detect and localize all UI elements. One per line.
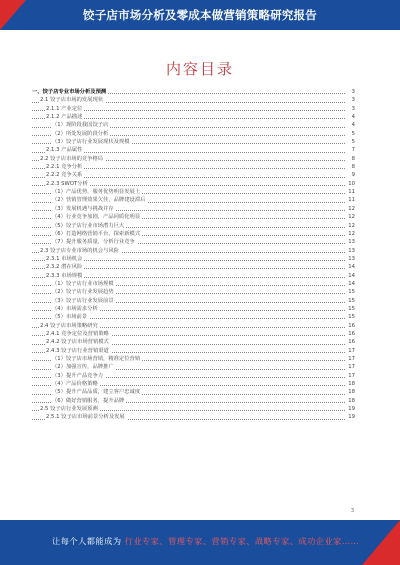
toc-entry-page: 3: [345, 88, 355, 96]
toc-entry-page: 15: [345, 297, 355, 305]
toc-entry[interactable]: [32, 305, 355, 313]
toc-entry-page: 10: [345, 180, 355, 188]
toc-entry-label: 2.1 饺子店市场的发展现状: [40, 97, 104, 104]
toc-entry[interactable]: [32, 347, 355, 355]
toc-entry-label: 2.1.1 产业定位: [46, 105, 83, 112]
footer-bar: [0, 520, 400, 565]
toc-entry-page: 11: [345, 188, 355, 196]
toc-entry[interactable]: [32, 121, 355, 129]
toc-entry-label: 一、饺子店专业市场分析及预测: [32, 89, 107, 95]
toc-entry[interactable]: [32, 255, 355, 263]
toc-entry-label: 2.3 饺子店专业市场的机会与风险: [40, 247, 119, 254]
toc-entry[interactable]: [32, 372, 355, 380]
toc-entry-page: 17: [345, 347, 355, 355]
toc-entry-page: 19: [345, 413, 355, 421]
toc-entry[interactable]: [32, 230, 355, 238]
toc-entry-label: 2.3.2 潜在风险: [46, 264, 83, 271]
toc-entry-label: 2.4 饺子店市场策略研究: [40, 322, 98, 329]
toc-entry-page: 18: [345, 388, 355, 396]
toc-entry-label: （4）产品价格策略: [52, 381, 98, 388]
toc-entry-page: 12: [345, 213, 355, 221]
toc-entry-page: 8: [345, 163, 355, 171]
toc-entry-page: 13: [345, 255, 355, 263]
toc-entry[interactable]: [32, 355, 355, 363]
toc-entry[interactable]: [32, 272, 355, 280]
toc-entry[interactable]: [32, 105, 355, 113]
toc-entry[interactable]: [32, 313, 355, 321]
toc-entry-page: 5: [345, 138, 355, 146]
toc-entry-label: 2.4.1 竞争定位及营销策略: [46, 330, 109, 337]
toc-entry-page: 16: [345, 322, 355, 330]
toc-entry-page: 17: [345, 372, 355, 380]
toc-entry[interactable]: [32, 297, 355, 305]
toc-entry-label: 2.1.2 产品描述: [46, 114, 83, 121]
toc-entry-label: 2.4.3 饺子店行业营销渠道: [46, 347, 109, 354]
toc-entry[interactable]: [32, 380, 355, 388]
toc-entry[interactable]: [32, 196, 355, 204]
toc-entry-label: （3）饺子店行业发展现状及规模: [52, 139, 130, 146]
toc-entry[interactable]: [32, 171, 355, 179]
toc-entry[interactable]: [32, 113, 355, 121]
toc-entry-page: 14: [345, 272, 355, 280]
footer-slogan-roles: 行业专家、管理专家、营销专家、战略专家、成功企业家……: [124, 536, 360, 546]
toc-entry-page: 14: [345, 263, 355, 271]
toc-entry-page: 12: [345, 222, 355, 230]
toc-entry[interactable]: [32, 413, 355, 421]
toc-entry[interactable]: [32, 338, 355, 346]
toc-entry-label: 2.3.3 市场规模: [46, 272, 83, 279]
toc-entry-label: （2）饺子店行业发展趋势: [52, 289, 114, 296]
toc-entry-page: 17: [345, 355, 355, 363]
table-of-contents: [32, 88, 355, 422]
toc-entry-label: 2.2 饺子店市场的竞争格局: [40, 155, 104, 162]
footer-slogan-lead: 让每个人都能成为: [52, 536, 122, 546]
toc-entry-label: （2）加强宣传，品牌推广: [52, 364, 114, 371]
toc-entry-label: 2.2.3 SWOT分析: [46, 180, 88, 187]
footer-red-corner: [362, 520, 400, 565]
toc-entry[interactable]: [32, 88, 355, 96]
toc-entry[interactable]: [32, 238, 355, 246]
toc-heading: 内容目录: [165, 60, 234, 78]
page-number: 3: [350, 508, 354, 514]
toc-entry-page: 7: [345, 146, 355, 154]
toc-entry-label: 2.2.2 竞争关系: [46, 172, 83, 179]
toc-entry-page: 15: [345, 288, 355, 296]
toc-entry-label: （2）营销管理效果欠佳，品牌建设滞后: [52, 197, 146, 204]
toc-entry-page: 13: [345, 238, 355, 246]
toc-entry-page: 4: [345, 113, 355, 121]
toc-entry-page: 3: [345, 105, 355, 113]
toc-entry-label: （3）发展机遇与挑战并存: [52, 205, 114, 212]
toc-entry-page: 12: [345, 205, 355, 213]
toc-entry-label: 2.1.3 产品属性: [46, 147, 83, 154]
toc-entry[interactable]: [32, 163, 355, 171]
document-title: 饺子店市场分析及零成本做营销策略研究报告: [83, 8, 317, 22]
toc-entry-page: 19: [345, 405, 355, 413]
toc-entry-label: （4）市场需求分析: [52, 305, 98, 312]
toc-entry-page: 5: [345, 130, 355, 138]
toc-entry-label: （7）提升服务质量，分析行业竞争: [52, 239, 135, 246]
toc-entry-label: （3）饺子店行业发展前景: [52, 297, 114, 304]
toc-entry-page: 18: [345, 380, 355, 388]
toc-entry-label: （1）现阶段我国饺子店: [52, 122, 109, 129]
toc-entry[interactable]: [32, 205, 355, 213]
toc-entry-label: （6）打造网络营销平台，探索新模式: [52, 230, 141, 237]
toc-entry-label: （2）所处发展阶段分析: [52, 130, 109, 137]
toc-entry-label: 2.4.2 饺子店市场营销模式: [46, 339, 109, 346]
toc-entry[interactable]: [32, 388, 355, 396]
toc-entry[interactable]: [32, 213, 355, 221]
toc-entry[interactable]: [32, 280, 355, 288]
toc-entry-label: （1）饺子店行业市场规模: [52, 280, 114, 287]
toc-entry[interactable]: [32, 247, 355, 255]
toc-entry-page: 12: [345, 230, 355, 238]
toc-entry-label: 2.5.1 饺子店市场前景分析及发展: [46, 414, 125, 421]
toc-entry[interactable]: [32, 222, 355, 230]
toc-entry[interactable]: [32, 146, 355, 154]
toc-entry-label: （3）提升产品竞争力: [52, 372, 104, 379]
toc-entry-page: 17: [345, 363, 355, 371]
toc-entry[interactable]: [32, 180, 355, 188]
toc-entry-label: （5）市场前景: [52, 314, 88, 321]
toc-entry[interactable]: [32, 322, 355, 330]
footer-slogan: [52, 536, 359, 547]
toc-entry-page: 9: [345, 171, 355, 179]
toc-entry-label: （6）做好营销服务，提升品牌: [52, 397, 125, 404]
toc-entry[interactable]: [32, 405, 355, 413]
toc-entry-page: 11: [345, 196, 355, 204]
toc-entry[interactable]: [32, 155, 355, 163]
toc-entry-page: 14: [345, 280, 355, 288]
toc-entry-page: 8: [345, 155, 355, 163]
toc-entry-page: 16: [345, 338, 355, 346]
toc-entry-page: 15: [345, 305, 355, 313]
header-bar: [0, 0, 400, 30]
toc-entry-page: 16: [345, 330, 355, 338]
toc-entry[interactable]: [32, 263, 355, 271]
toc-entry-page: 4: [345, 121, 355, 129]
toc-entry[interactable]: [32, 188, 355, 196]
toc-entry[interactable]: [32, 397, 355, 405]
toc-entry-page: 18: [345, 397, 355, 405]
toc-entry[interactable]: [32, 130, 355, 138]
toc-entry[interactable]: [32, 363, 355, 371]
toc-entry-label: （5）饺子店行业市场潜力巨大: [52, 222, 125, 229]
toc-entry-page: 15: [345, 313, 355, 321]
toc-entry-label: （1）产品优势，服务优势明显发展上: [52, 189, 141, 196]
toc-entry[interactable]: [32, 138, 355, 146]
toc-entry[interactable]: [32, 288, 355, 296]
toc-entry-label: 2.2.1 竞争分析: [46, 164, 83, 171]
toc-entry-label: （5）提升产品品质，建立客户忠诚度: [52, 389, 141, 396]
toc-entry-page: 3: [345, 96, 355, 104]
toc-entry-label: 2.3.1 市场机会: [46, 255, 83, 262]
toc-entry-page: 13: [345, 247, 355, 255]
toc-entry[interactable]: [32, 96, 355, 104]
toc-entry-label: （1）饺子店市场营销，精准定位营销: [52, 356, 141, 362]
toc-entry-label: 2.5 饺子店行业发展预测: [40, 406, 98, 413]
toc-entry-label: （4）行业竞争加剧，产品同质化明显: [52, 214, 141, 221]
toc-entry[interactable]: [32, 330, 355, 338]
